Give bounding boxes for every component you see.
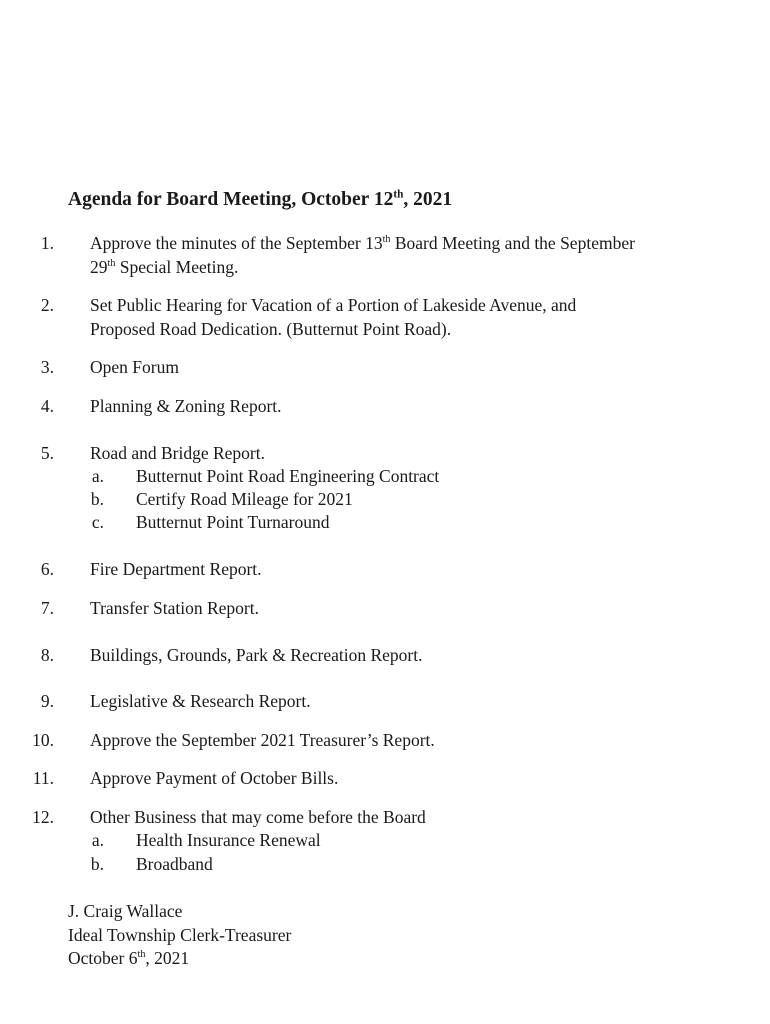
item-text: Approve the minutes of the September 13th Board Meeting and the September 29th Special Meeting. xyxy=(90,233,635,277)
item-number: 4. xyxy=(40,396,54,416)
signature-role: Ideal Township Clerk-Treasurer xyxy=(68,924,292,945)
item-text: Road and Bridge Report. xyxy=(90,443,265,463)
signature-name: J. Craig Wallace xyxy=(68,901,183,921)
signature-date: October 6th, 2021 xyxy=(68,948,190,968)
item-number: 1. xyxy=(40,233,54,253)
item-number: 7. xyxy=(40,598,54,618)
item-number: 5. xyxy=(40,443,54,463)
item-number: 2. xyxy=(40,295,54,315)
signature-block xyxy=(68,900,291,971)
agenda-page: Agenda for Board Meeting, October 12th, 2021 1. Approve the minutes of the September 13th Board Meeting and the September 29th Special Meeting. 2. Set Public Hearing for Vacation of a Portion of Lakeside Avenue, and Proposed Road Dedication. (Butternut Point Road). 3. Open Forum 4. Planning & Zoning Report. 5. Road and Bridge Report. a. Butternut Point Road Engineering Contract b. Certify Road Mileage for 2021 c. Butternut Point Turnaround 6. Fire Department Report. 7. Transfer Station Report. 8. Buildings, Grounds, Park & Recreation Report. 9. Legislative & Research Report. 10. Approve the September 2021 Treasurer’s Report. 11. Approve Payment of October Bills. 12. Other Business that may come before the Board a. Health Insurance Renewal b. Broadband J. Craig Wallace Ideal Township Clerk-Treasurer October 6th, 2021 xyxy=(0,0,770,1024)
item-text: Fire Department Report. xyxy=(90,559,262,579)
item-text: Transfer Station Report. xyxy=(90,598,259,618)
item-text: Set Public Hearing for Vacation of a Portion of Lakeside Avenue, and Proposed Road Dedication. (Butternut Point Road). xyxy=(90,295,577,339)
agenda-title: Agenda for Board Meeting, October 12th, 2021 xyxy=(68,188,453,210)
item-number: 6. xyxy=(40,559,54,579)
item-text: Approve the September 2021 Treasurer’s Report. xyxy=(90,730,435,750)
item-text: Legislative & Research Report. xyxy=(90,691,311,711)
item-number: 9. xyxy=(40,691,54,711)
item-text: Open Forum xyxy=(90,357,179,377)
item-number: 8. xyxy=(40,645,54,665)
item-number: 3. xyxy=(40,357,54,377)
item-text: Approve Payment of October Bills. xyxy=(90,768,339,788)
item-number: 12. xyxy=(32,807,54,827)
item-text: Buildings, Grounds, Park & Recreation Report. xyxy=(90,645,423,665)
item-text: Other Business that may come before the Board xyxy=(90,807,426,827)
item-text: Planning & Zoning Report. xyxy=(90,396,282,416)
item-number: 10. xyxy=(32,730,54,750)
item-number: 11. xyxy=(32,768,54,788)
